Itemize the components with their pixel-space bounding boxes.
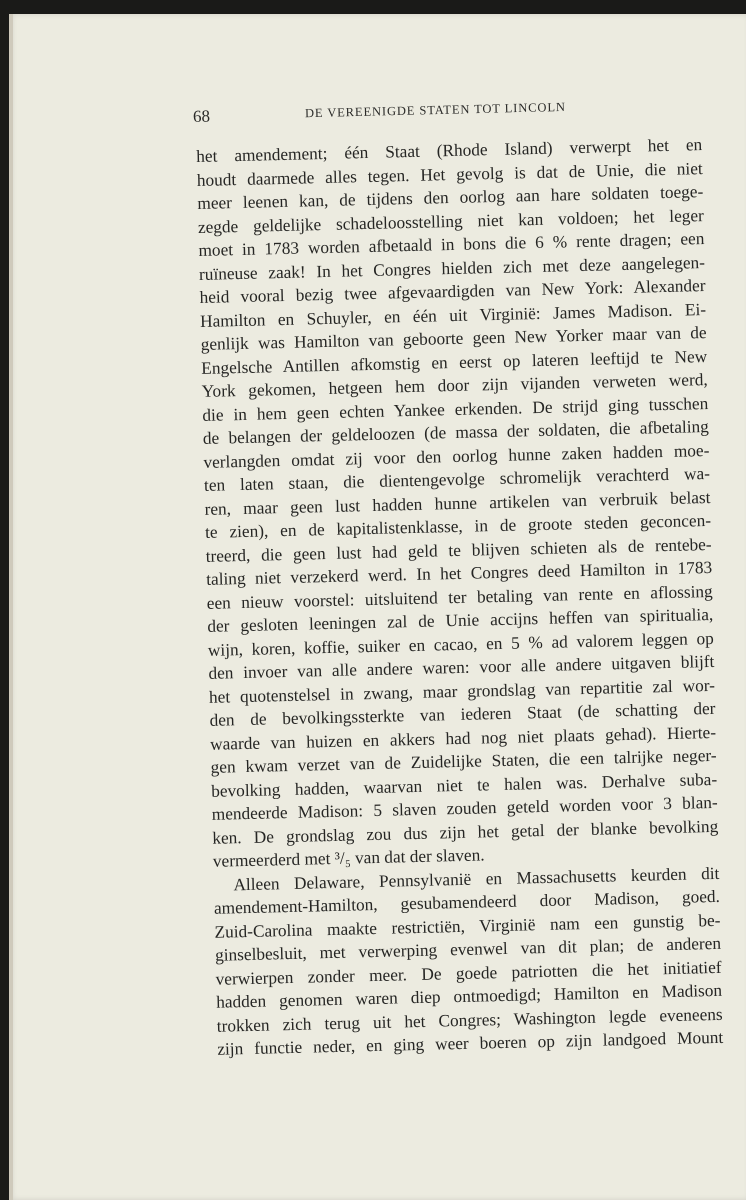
page-number: 68 — [192, 106, 211, 126]
text-line: waarde van huizen en akkers had nog niet plaats gehad). Hierte- — [209, 722, 717, 754]
text-line: trokken zich terug uit het Congres; Washington legde eveneens — [216, 1004, 723, 1036]
text-line: Hamilton en Schuyler, en één uit Virginië: James Madison. Ei- — [199, 299, 707, 331]
text-line: ginselbesluit, met verwerping evenwel van dit plan; de anderen — [214, 933, 722, 965]
text-line: heid vooral bezig twee afgevaardigden van New York: Alexander — [199, 276, 706, 307]
text-line: een nieuw voorstel: uitsluitend ter betaling van rente en aflossing — [206, 581, 713, 613]
text-line: ten laten staan, die dientengevolge schromelijk verachterd wa- — [203, 463, 711, 495]
text-line: Zuid-Carolina maakte restrictiën, Virginië nam een gunstig be- — [214, 910, 721, 942]
text-line: het quotenstelsel in zwang, maar grondslag van repartitie zal wor- — [208, 675, 716, 707]
text-line: de belangen der geldeloozen (de massa der soldaten, die afbetaling — [202, 416, 709, 448]
text-line: houdt daarmede alles tegen. Het gevolg is dat de Unie, die niet — [196, 158, 703, 190]
text-line: die in hem geen echten Yankee erkenden. De strijd ging tusschen — [202, 393, 709, 425]
text-line: verlangden omdat zij voor den oorlog hunne zaken hadden moe- — [203, 440, 710, 472]
text-line: mendeerde Madison: 5 slaven zouden geteld worden voor 3 blan- — [211, 792, 718, 824]
text-line: Engelsche Antillen afkomstig en eerst op lateren leeftijd te New — [201, 346, 708, 378]
text-line: het amendement; één Staat (Rhode Island) verwerpt het en — [196, 135, 703, 166]
text-line: ruïneuse zaak! In het Congres hielden zich met deze aangelegen- — [198, 252, 706, 284]
text-line: der gesloten leeningen zal de Unie accijns heffen van spiritualia, — [207, 604, 714, 636]
text-line: meer leenen kan, de tijdens den oorlog aan hare soldaten toege- — [197, 182, 704, 213]
text-line: den de bevolkingssterkte van iederen Staat (de schatting der — [209, 698, 716, 730]
text-line: taling niet verzekerd werd. In het Congres deed Hamilton in 1783 — [206, 557, 713, 589]
text-line: treerd, die geen lust had geld te blijven schieten als de rentebe- — [205, 534, 712, 566]
text-line: hadden genomen waren diep ontmoedigd; Hamilton en Madison — [215, 980, 723, 1012]
text-line: zegde geldelijke schadeloosstelling niet kan voldoen; het leger — [197, 205, 705, 237]
text-line: gen kwam verzet van de Zuidelijke Staten, die een talrijke neger- — [210, 745, 717, 777]
text-line: moet in 1783 worden afbetaald in bons die 6 % rente dragen; een — [198, 229, 705, 260]
text-line: verwierpen zonder meer. De goede patriotten die het initiatief — [215, 957, 722, 989]
paragraph-start-line: Alleen Delaware, Pennsylvanië en Massachusetts keurden dit — [233, 863, 720, 894]
running-head: DE VEREENIGDE STATEN TOT LINCOLN — [304, 99, 566, 121]
text-line: York gekomen, hetgeen hem door zijn vijanden verweten werd, — [201, 370, 708, 401]
text-line: amendement-Hamilton, gesubamendeerd door Madison, goed. — [213, 886, 721, 918]
text-line: vermeerderd met ³/₅ van dat der slaven. — [212, 845, 485, 871]
text-line: wijn, koren, koffie, suiker en cacao, en 5 % ad valorem leggen op — [207, 628, 714, 660]
text-line: den invoer van alle andere waren: voor alle andere uitgaven blijft — [208, 651, 715, 683]
text-line: zijn functie neder, en ging weer boeren op zijn landgoed Mount — [217, 1027, 724, 1059]
text-line: te zien), en de kapitalistenklasse, in de groote steden geconcen- — [204, 510, 712, 542]
text-line: genlijk was Hamilton van geboorte geen New Yorker maar van de — [200, 323, 707, 354]
page-edge — [9, 14, 13, 1200]
text-line: ken. De grondslag zou dus zijn het getal der blanke bevolking — [212, 816, 719, 848]
text-line: ren, maar geen lust hadden hunne artikelen van verbruik belast — [204, 487, 711, 519]
text-line: bevolking hadden, waarvan niet te halen was. Derhalve suba- — [210, 769, 718, 801]
body-text — [196, 133, 723, 1061]
